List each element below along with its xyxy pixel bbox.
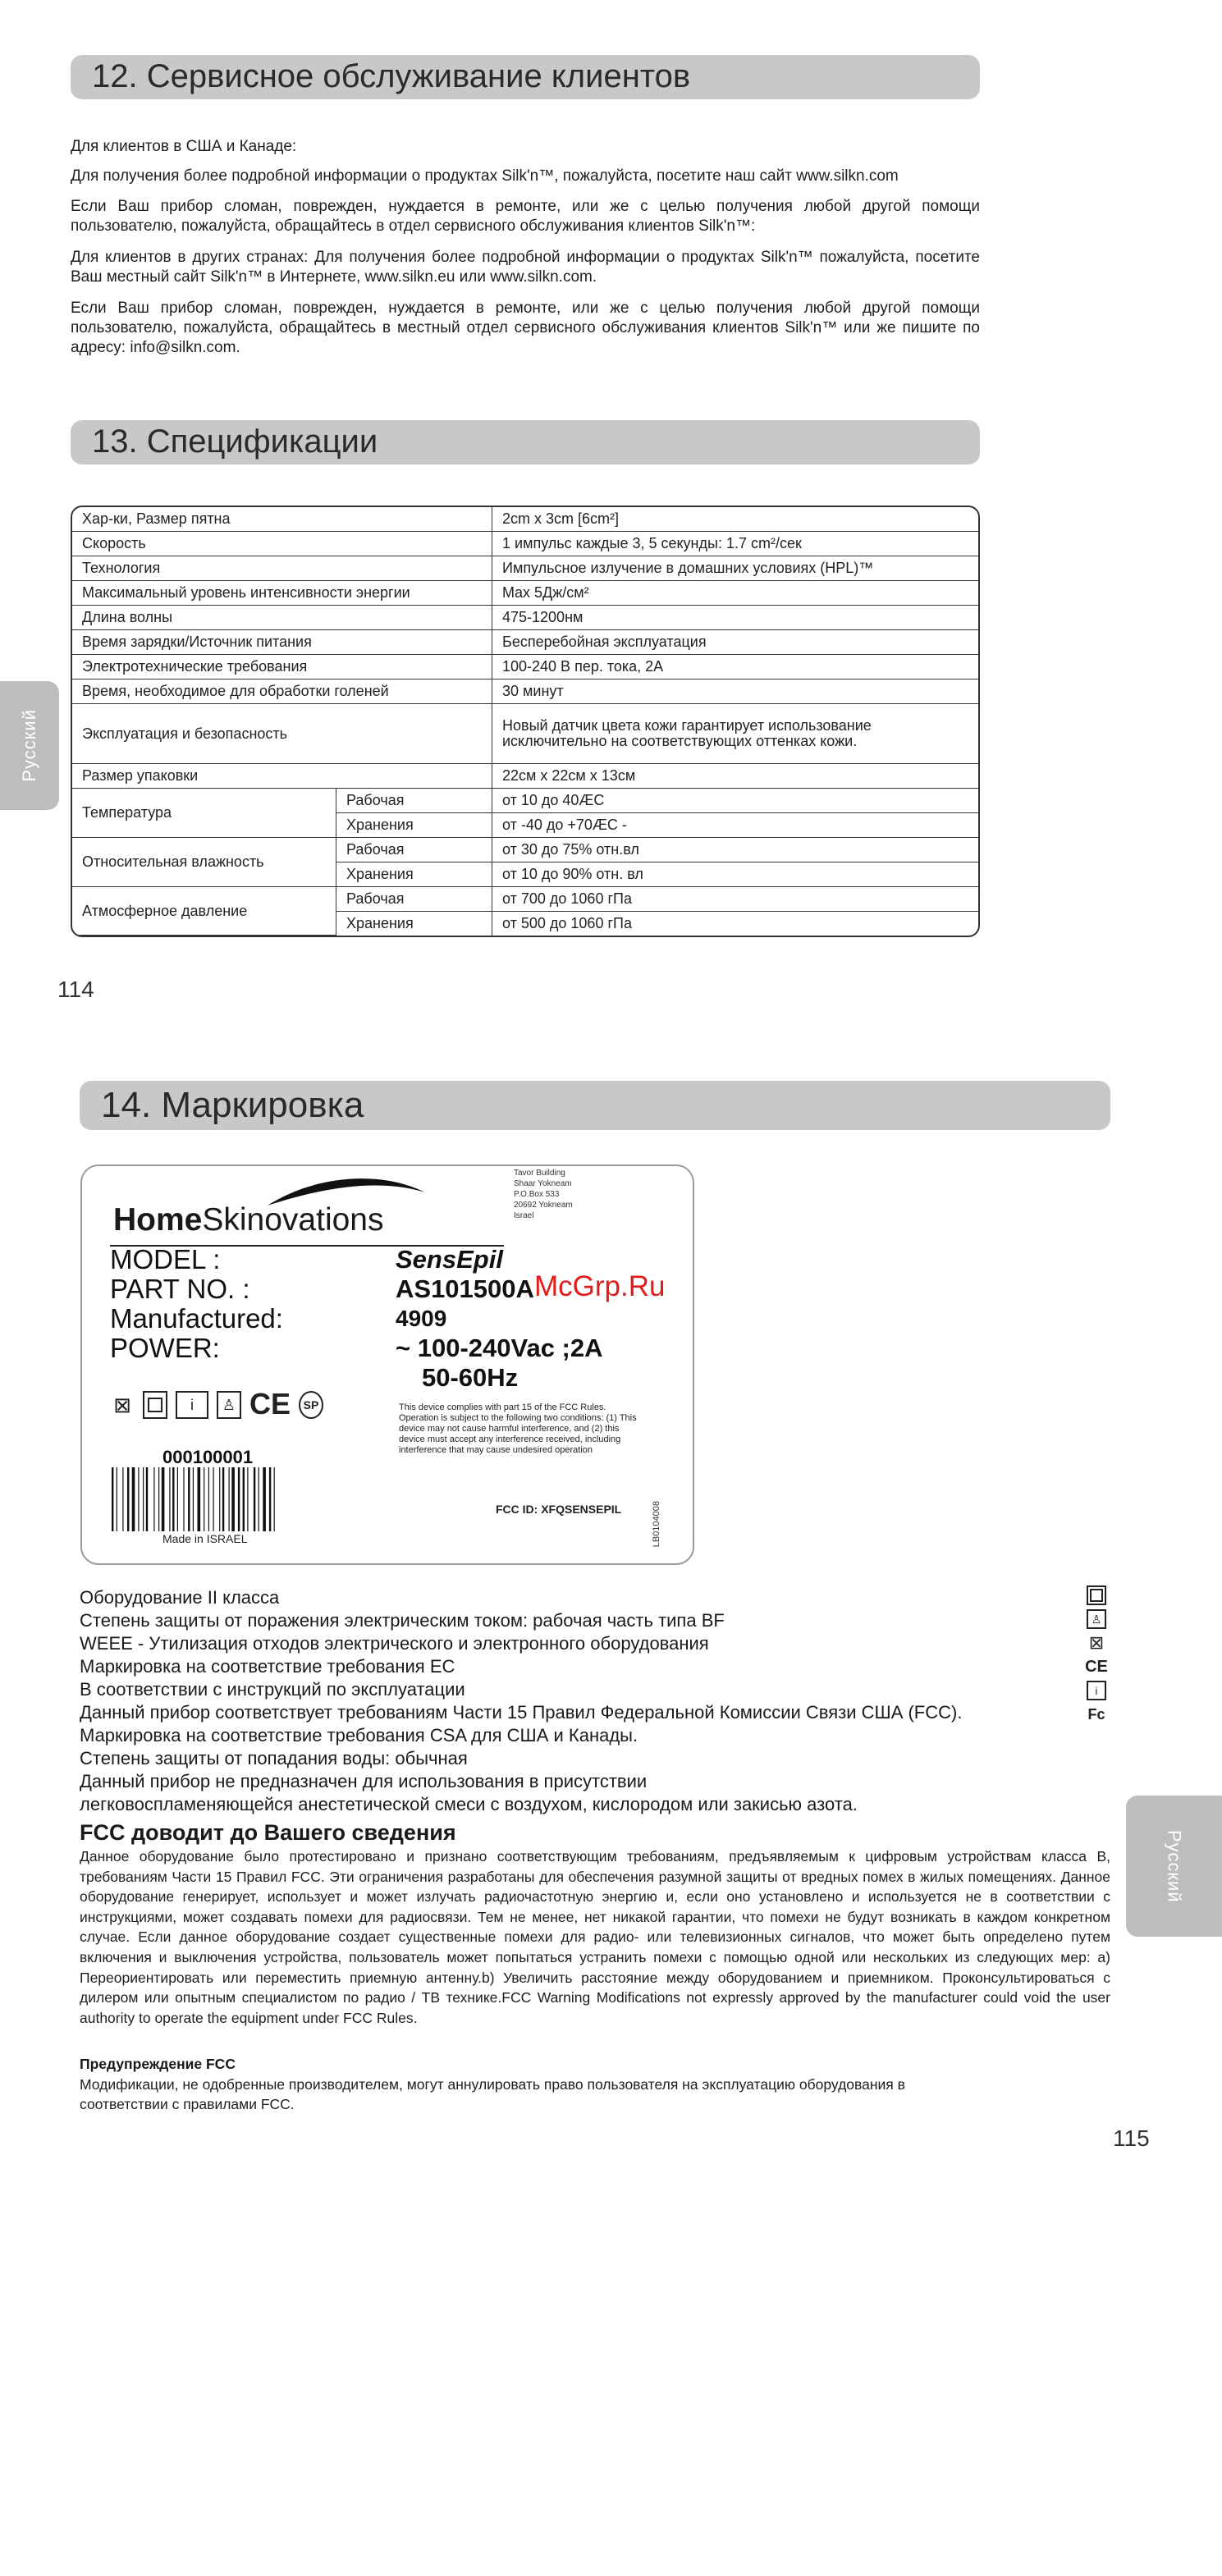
spec-value: от 10 до 90% отн. вл [492, 862, 978, 887]
spec-key: Эксплуатация и безопасность [72, 704, 492, 764]
marking-list [80, 1586, 962, 1816]
spec-value: от 30 до 75% отн.вл [492, 838, 978, 862]
list-item: Маркировка на соответствие требования ЕС [80, 1656, 455, 1677]
section-14-title: 14. Маркировка [80, 1081, 1110, 1130]
weee-bin-icon: ⊠ [113, 1392, 131, 1417]
fcc-modifications: Модификации, не одобренные производителем, могут аннулировать право пользователя на эксплуатацию оборудования в соответствии с правилами FCC. [80, 2076, 905, 2112]
list-item: Данный прибор не предназначен для использования в присутствии [80, 1771, 648, 1791]
spec-group-label: Относительная влажность [72, 838, 336, 887]
fcc-compliance-notice: This device complies with part 15 of the FCC Rules. Operation is subject to the following two conditions: (1) This device may not cause harmful interference, and (2) this device must accept any interference received, including interference that may cause undesired operation [399, 1402, 637, 1455]
list-item: Оборудование II класса [80, 1587, 280, 1608]
language-tab-right [1126, 1796, 1222, 1937]
table-row [72, 887, 978, 912]
spec-group-label: Атмосферное давление [72, 887, 336, 936]
spec-key: Электротехнические требования [72, 655, 492, 679]
language-tab-label: Русский [19, 709, 39, 782]
watermark: McGrp.Ru [534, 1270, 666, 1302]
spec-key: Технология [72, 556, 492, 581]
manual-icon: i [176, 1391, 208, 1419]
spec-value: 475-1200нм [492, 606, 978, 630]
sec12-p1: Для клиентов в США и Канаде: [71, 138, 297, 155]
manufactured-value: 4909 [396, 1306, 447, 1331]
table-row [72, 532, 978, 556]
spec-value: Бесперебойная эксплуатация [492, 630, 978, 655]
label-part-code: LB0104008 [652, 1501, 661, 1548]
marking-symbols [1080, 1581, 1113, 1724]
section-12-title: 12. Сервисное обслуживание клиентов [71, 55, 980, 99]
model-value: SensEpil [396, 1245, 503, 1274]
spec-key: Время, необходимое для обработки голеней [72, 679, 492, 704]
table-row [72, 507, 978, 532]
fcc-id: FCC ID: XFQSENSEPIL [496, 1503, 622, 1516]
sec12-p5: Если Ваш прибор сломан, поврежден, нуждается в ремонте, или же с целью получения любой другой помощи пользователю, пожалуйста, обращайтесь в местный отдел сервисного обслуживания клиентов Silk'n™ или же пишите по адресу: info@silkn.com. [71, 300, 980, 356]
spec-sub-key: Рабочая [336, 789, 492, 813]
spec-value: 1 импульс каждые 3, 5 секунды: 1.7 cm²/сек [492, 532, 978, 556]
fcc-mark-icon: Fc [1087, 1705, 1105, 1723]
spec-value: Max 5Дж/см² [492, 581, 978, 606]
sec12-p3: Если Ваш прибор сломан, поврежден, нуждается в ремонте, или же с целью получения любой другой помощи пользователю, пожалуйста, обращайтесь в отдел сервисного обслуживания клиентов Silk'n™: [71, 198, 980, 235]
spec-key: Размер упаковки [72, 764, 492, 789]
spec-key: Хар-ки, Размер пятна [72, 507, 492, 532]
table-row [72, 838, 978, 862]
spec-sub-key: Хранения [336, 813, 492, 838]
spec-value: 100-240 В пер. тока, 2A [492, 655, 978, 679]
spec-value: от 10 до 40ÆC [492, 789, 978, 813]
table-row [72, 630, 978, 655]
table-row [72, 556, 978, 581]
spec-value: Новый датчик цвета кожи гарантирует использование исключительно на соответствующих оттенках кожи. [492, 704, 978, 764]
spec-value: от 500 до 1060 гПа [502, 915, 632, 931]
barcode [112, 1467, 312, 1531]
power-frequency: 50-60Hz [422, 1363, 519, 1392]
device-label [80, 1164, 694, 1565]
spec-value: 22см x 22см x 13см [492, 764, 978, 789]
list-item: легковоспламеняющейся анестетической смеси с воздухом, кислородом или закисью азота. [80, 1794, 858, 1814]
table-row [72, 704, 978, 764]
spec-value: от 700 до 1060 гПа [492, 887, 978, 912]
spec-group-label: Температура [72, 789, 336, 838]
sec12-p4: Для клиентов в других странах: Для получения более подробной информации о продуктах Silk'n™ пожалуйста, посетите Ваш местный сайт Silk'n™ в Интернете, www.silkn.eu или www.silkn.com. [71, 249, 980, 286]
manual-icon: i [1080, 1681, 1113, 1700]
fcc-heading: FCC доводит до Вашего сведения [80, 1820, 456, 1845]
language-tab-left [0, 681, 59, 810]
table-row [72, 581, 978, 606]
list-item: В соответствии с инструкций по эксплуатации [80, 1679, 465, 1700]
model-label: MODEL : [110, 1244, 221, 1274]
spec-sub-key: Хранения [336, 862, 492, 887]
manufactured-label: Manufactured: [110, 1303, 283, 1334]
table-row [72, 679, 978, 704]
class-ii-icon [1080, 1585, 1113, 1605]
language-tab-label: Русский [1164, 1829, 1185, 1903]
type-bf-icon: ♙ [217, 1391, 241, 1419]
list-item: Маркировка на соответствие требования CSA для США и Канады. [80, 1725, 638, 1746]
fcc-warning-heading: Предупреждение FCC [80, 2056, 236, 2072]
type-bf-icon: ♙ [1080, 1609, 1113, 1629]
label-symbols [110, 1389, 323, 1419]
list-item: Данный прибор соответствует требованиям Части 15 Правил Федеральной Комиссии Связи США (FCC). [80, 1702, 963, 1723]
spec-value: 2cm x 3cm [6cm²] [492, 507, 978, 532]
made-in: Made in ISRAEL [162, 1532, 248, 1545]
spec-value: Импульсное излучение в домашних условиях (HPL)™ [492, 556, 978, 581]
list-item: WEEE - Утилизация отходов электрического и электронного оборудования [80, 1633, 709, 1654]
table-row [72, 764, 978, 789]
csa-mark-icon: SP [299, 1391, 323, 1419]
spec-table [71, 506, 980, 937]
serial-number: 000100001 [162, 1447, 254, 1467]
power-value: ~ 100-240Vac ;2A [396, 1334, 603, 1362]
page-number-left: 114 [57, 977, 94, 1002]
spec-sub-key: Рабочая [336, 887, 492, 912]
spec-key: Длина волны [72, 606, 492, 630]
part-value: AS101500A [396, 1274, 534, 1303]
sec12-p2: Для получения более подробной информации о продуктах Silk'n™, пожалуйста, посетите наш сайт www.silkn.com [71, 167, 899, 185]
fcc-text: Данное оборудование было протестировано и признано соответствующим требованиям, предъявляемым к цифровым устройствам класса B, требованиям Части 15 Правил FCC. Эти ограничения разработаны для обеспечения разумной защиты от вредных помех в жилых помещениях. Данное оборудование генерирует, использует и может излучать радиочастотную энергию и, если оно установлено и используется не в соответствии с инструкциями, может создавать помехи для радиосвязи. Тем не менее, нет никакой гарантии, что помехи не будут возникать в каждом конкретном случае. Если данное оборудование создает существенные помехи для радио- или телевизионных сигналов, что может быть определено путем включения и выключения устройства, пользователь может попытаться устранить помехи с помощью одной или нескольких из следующих мер: а) Переориентировать или переместить приемную антенну.b) Увеличить расстояние между оборудованием и приемником. Проконсультироваться с дилером или опытным специалистом по радио / ТВ технике.FCC Warning Modifications not expressly approved by the manufacturer could void the user authority to operate the equipment under FCC Rules. [80, 1848, 1110, 2026]
brand-logo: HomeSkinovations [113, 1202, 384, 1238]
spec-sub-key: Хранения [336, 912, 492, 936]
spec-value: 30 минут [492, 679, 978, 704]
spec-key: Время зарядки/Источник питания [72, 630, 492, 655]
power-label: POWER: [110, 1333, 220, 1363]
class-ii-icon [143, 1391, 167, 1419]
section-13-title: 13. Спецификации [71, 420, 980, 464]
part-label: PART NO. : [110, 1274, 250, 1304]
table-row [72, 655, 978, 679]
manufacturer-address: Tavor Building Shaar Yokneam P.O.Box 533 20692 Yokneam Israel [514, 1169, 573, 1220]
spec-value: от -40 до +70ÆC - [492, 813, 978, 838]
table-row [72, 789, 978, 813]
table-row [72, 606, 978, 630]
spec-sub-key: Рабочая [336, 838, 492, 862]
ce-mark-icon: CE [249, 1387, 291, 1421]
list-item: Степень защиты от поражения электрическим током: рабочая часть типа BF [80, 1610, 725, 1631]
list-item: Степень защиты от попадания воды: обычная [80, 1748, 468, 1768]
page-number-right: 115 [1113, 2125, 1150, 2151]
ce-mark-icon: CE [1085, 1657, 1108, 1676]
spec-key: Скорость [72, 532, 492, 556]
weee-bin-icon: ⊠ [1088, 1632, 1105, 1653]
spec-key: Максимальный уровень интенсивности энергии [72, 581, 492, 606]
